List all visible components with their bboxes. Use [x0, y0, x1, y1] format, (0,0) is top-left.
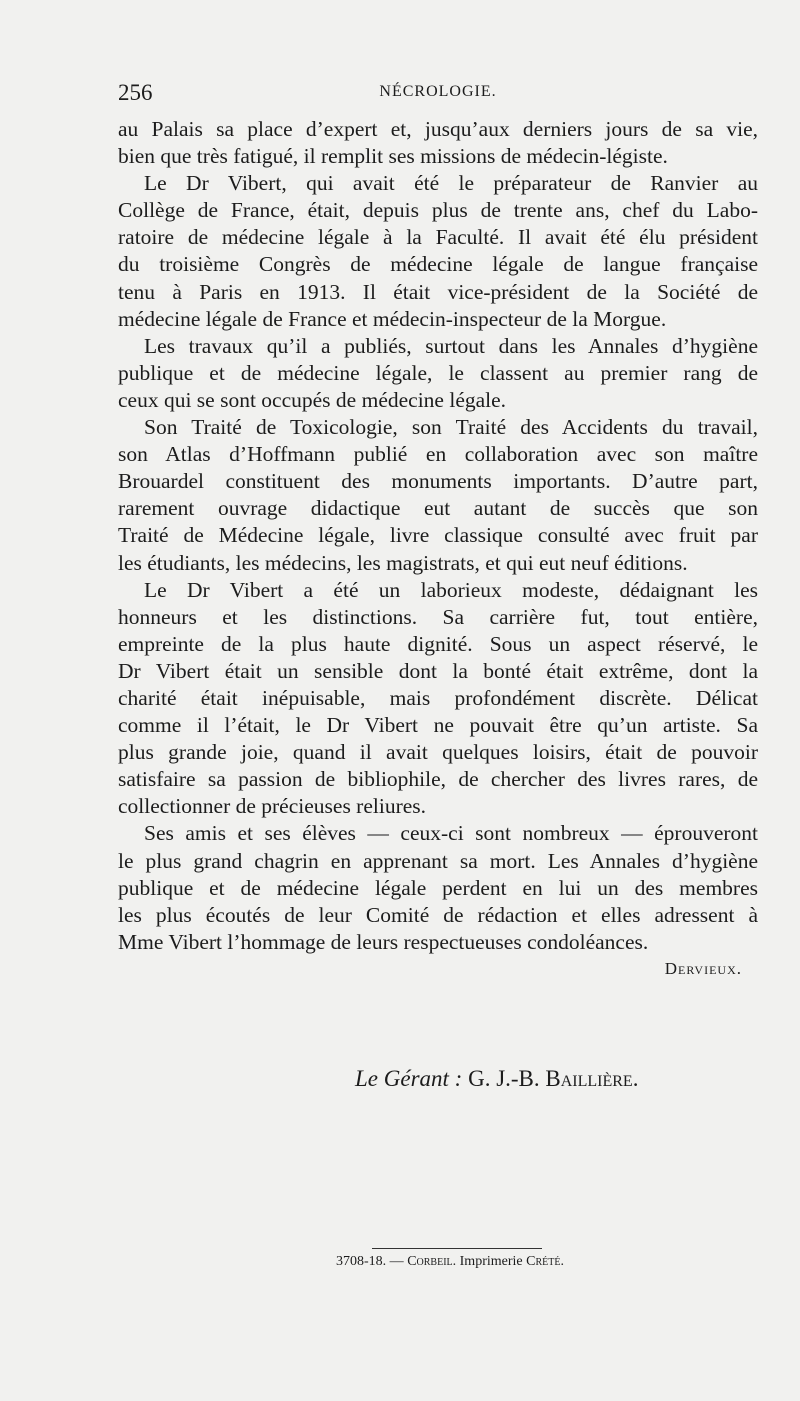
text-line: les plus écoutés de leur Comité de rédaction et elles adressent à [118, 902, 758, 927]
obituary-text [118, 116, 758, 956]
text-line: Traité de Médecine légale, livre classique consulté avec fruit par [118, 523, 758, 548]
text-line: Mme Vibert l’hommage de leurs respectueuses condoléances. [118, 929, 649, 954]
printer-imprint [0, 1254, 800, 1270]
text-line: Le Dr Vibert, qui avait été le préparateur de Ranvier au [144, 171, 758, 196]
text-line: rarement ouvrage didactique eut autant de succès que son [118, 496, 758, 521]
text-line: Le Dr Vibert a été un laborieux modeste, dédaignant les [144, 577, 758, 602]
text-line: son Atlas d’Hoffmann publié en collaboration avec son maître [118, 442, 758, 467]
gerant-label: Le Gérant : [355, 1066, 463, 1091]
gerant-name: G. J.-B. Baillière. [468, 1066, 639, 1091]
text-line: Les travaux qu’il a publiés, surtout dans les Annales d’hygiène [144, 333, 758, 358]
text-line: du troisième Congrès de médecine légale de langue française [118, 252, 758, 277]
text-line: ratoire de médecine légale à la Faculté. Il avait été élu président [118, 225, 758, 250]
text-line: honneurs et les distinctions. Sa carrière fut, tout entière, [118, 604, 758, 629]
running-title: NÉCROLOGIE. [379, 83, 497, 100]
text-line: Dr Vibert était un sensible dont la bonté était extrême, dont la [118, 658, 758, 683]
text-line: au Palais sa place d’expert et, jusqu’aux derniers jours de sa vie, [118, 117, 758, 141]
text-line: bien que très fatigué, il remplit ses missions de médecin-légiste. [118, 144, 668, 169]
page-header [118, 80, 758, 110]
imprint-name: Crété. [526, 1254, 564, 1269]
text-line: médecine légale de France et médecin-inspecteur de la Morgue. [118, 306, 667, 331]
imprint-town: Corbeil. [407, 1254, 457, 1269]
text-line: plus grande joie, quand il avait quelques loisirs, était de pouvoir [118, 740, 758, 765]
text-line: publique et de médecine légale perdent en lui un des membres [118, 875, 758, 900]
author-signature: Dervieux. [664, 959, 742, 978]
text-line: Ses amis et ses élèves — ceux-ci sont nombreux — éprouveront [144, 821, 758, 846]
publisher-manager-line [355, 1066, 638, 1092]
footer-rule [372, 1248, 542, 1249]
text-line: charité était inépuisable, mais profondément discrète. Délicat [118, 685, 758, 710]
text-line: Brouardel constituent des monuments importants. D’autre part, [118, 469, 758, 494]
text-line: satisfaire sa passion de bibliophile, de chercher des livres rares, de [118, 767, 758, 792]
text-line: publique et de médecine légale, le classent au premier rang de [118, 360, 758, 385]
imprint-printer: Imprimerie [459, 1254, 523, 1269]
text-line: tenu à Paris en 1913. Il était vice-président de la Société de [118, 279, 758, 304]
imprint-number: 3708-18. — [336, 1254, 404, 1269]
text-line: comme il l’était, le Dr Vibert ne pouvait être qu’un artiste. Sa [118, 713, 758, 738]
text-line: Collège de France, était, depuis plus de trente ans, chef du Labo- [118, 198, 758, 223]
text-line: Son Traité de Toxicologie, son Traité des Accidents du travail, [144, 415, 758, 440]
text-line: empreinte de la plus haute dignité. Sous un aspect réservé, le [118, 631, 758, 656]
text-line: collectionner de précieuses reliures. [118, 794, 427, 819]
text-line: ceux qui se sont occupés de médecine légale. [118, 387, 507, 412]
text-line: les étudiants, les médecins, les magistrats, et qui eut neuf éditions. [118, 550, 688, 575]
page-number: 256 [118, 80, 153, 105]
text-line: le plus grand chagrin en apprenant sa mort. Les Annales d’hygiène [118, 848, 758, 873]
